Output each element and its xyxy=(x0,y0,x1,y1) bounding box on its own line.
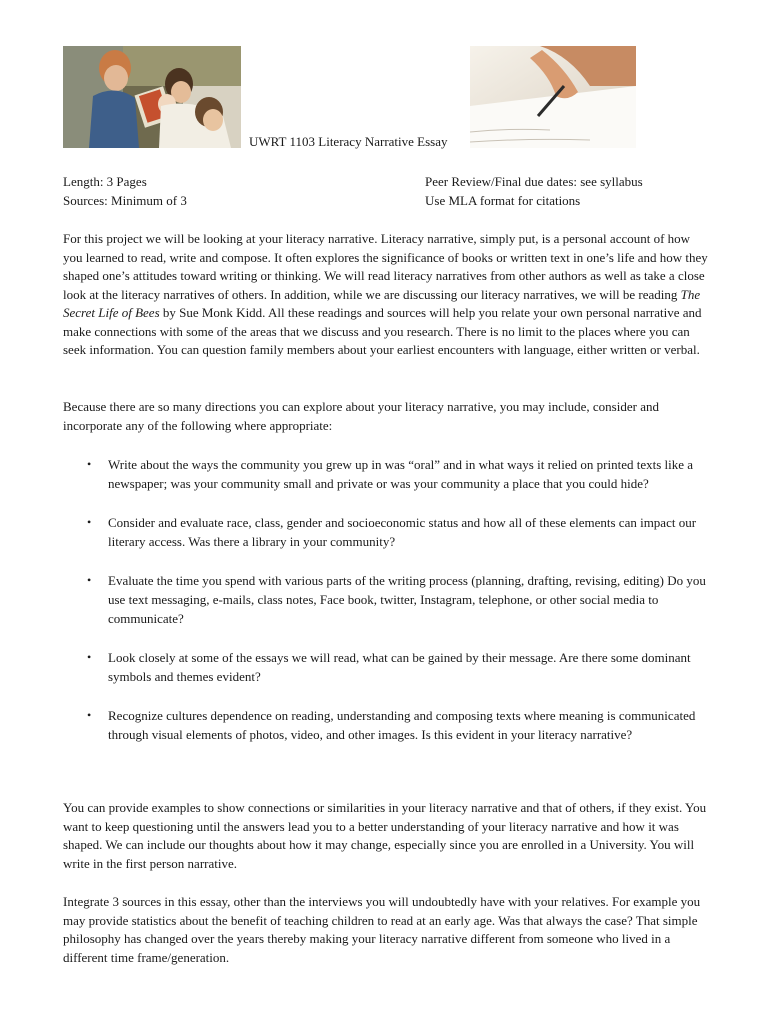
sources-paragraph: Integrate 3 sources in this essay, other than the interviews you will undoubtedly have with your relatives. For example you may provide statistics about the benefit of teaching children to read at an early age. Was that always the case? That simple philosophy has changed over the years thereby making your literacy narrative different from someone who lived in a different time frame/generation. xyxy=(63,894,701,965)
book-title: The Secret Life of Bees xyxy=(63,286,701,320)
intro-paragraph xyxy=(63,230,711,360)
sources-requirement: Sources: Minimum of 3 xyxy=(63,193,187,208)
document-title: UWRT 1103 Literacy Narrative Essay xyxy=(249,134,448,149)
bullet-marker: • xyxy=(87,573,92,587)
due-dates-note: Peer Review/Final due dates: see syllabus xyxy=(425,174,643,189)
connections-paragraph: You can provide examples to show connections or similarities in your literacy narrative and that of others, if they exist. You want to keep questioning until the answers lead you to a better understanding of your literacy narrative and how it was shaped. We can include our thoughts about how it may change, especially since you are enrolled in a University. You will write in the first person narrative. xyxy=(63,800,707,871)
topic-bullet-list xyxy=(63,455,711,764)
bullet-marker: • xyxy=(87,457,92,471)
bullet-item: • Consider and evaluate race, class, gender and socioeconomic status and how all of these elements can impact our literary access. Was there a library in your community? xyxy=(87,515,697,549)
bullet-marker: • xyxy=(87,650,92,664)
bullet-item: • Recognize cultures dependence on reading, understanding and composing texts where meaning is communicated through visual elements of photos, video, and other images. Is this evident in your literacy narrative? xyxy=(87,708,696,742)
assignment-logistics xyxy=(425,172,643,210)
bullet-item: • Write about the ways the community you grew up in was “oral” and in what ways it relied on printed texts like a newspaper; was your community small and private or was your community a place that you could hide? xyxy=(87,457,694,491)
length-requirement: Length: 3 Pages xyxy=(63,174,147,189)
reading-family-painting-image xyxy=(63,46,241,148)
bullet-marker: • xyxy=(87,708,92,722)
intro-text-end: by Sue Monk Kidd. All these readings and sources will help you relate your own personal narrative and make connections with some of the areas that we discuss and you research. There is no limit to the places where you can seek information. You can question family members about your earliest encounters with language, either written or verbal. xyxy=(63,305,702,357)
format-note: Use MLA format for citations xyxy=(425,193,581,208)
intro-text-start: For this project we will be looking at your literacy narrative. Literacy narrative, simply put, is a personal account of how you learned to read, write and compose. It often explores the significance of books or written text in one’s life and how they shaped one’s attitudes toward writing or thinking. We will read literacy narratives from other authors as well as take a close look at the literacy narratives of others. In addition, while we are discussing our literacy narratives, we will be reading xyxy=(63,231,708,302)
bullet-item: • Evaluate the time you spend with various parts of the writing process (planning, drafting, revising, editing) Do you use text messaging, e-mails, class notes, Face book, twitter, Instagram, telephone, or other social media to communicate? xyxy=(87,573,706,626)
assignment-requirements xyxy=(63,172,187,210)
bullet-marker: • xyxy=(87,515,92,529)
hand-writing-photo-image xyxy=(470,46,636,148)
directions-paragraph: Because there are so many directions you can explore about your literacy narrative, you may include, consider and incorporate any of the following where appropriate: xyxy=(63,399,659,433)
bullet-item: • Look closely at some of the essays we will read, what can be gained by their message. Are there some dominant symbols and themes evident? xyxy=(87,650,691,684)
